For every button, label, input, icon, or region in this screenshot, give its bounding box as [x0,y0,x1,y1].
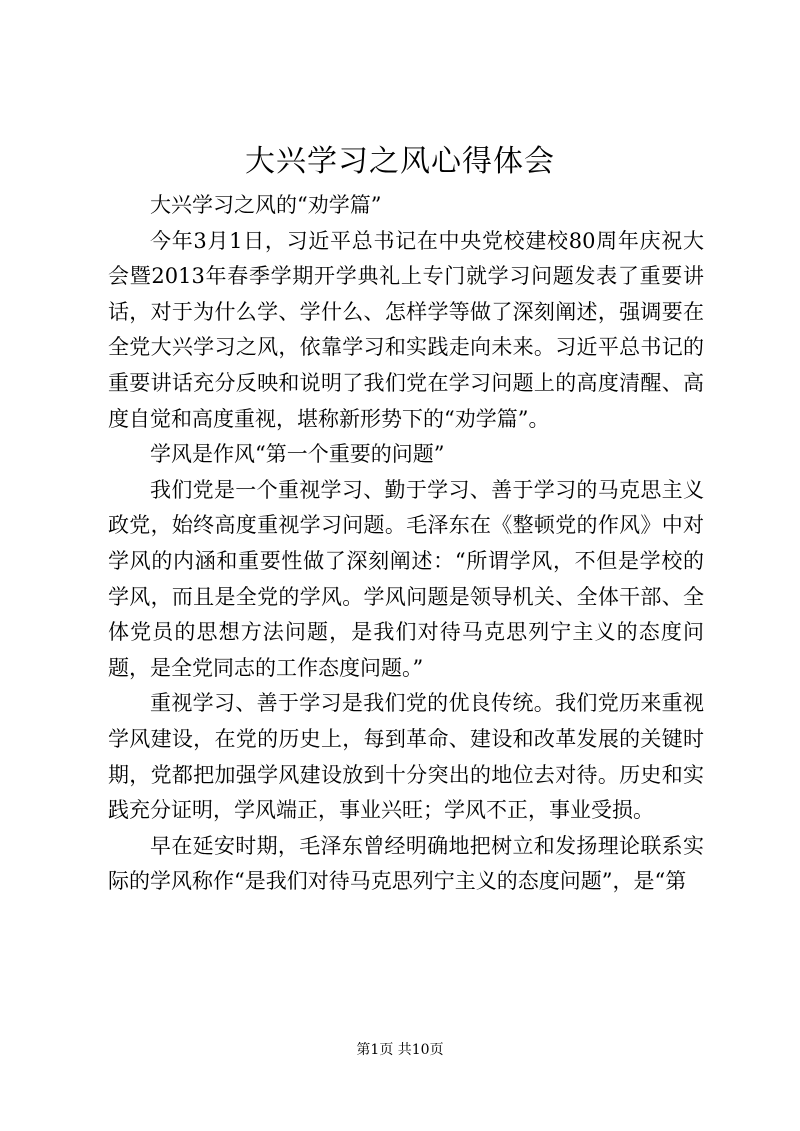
page-number-footer: 第1页 共10页 [356,1042,444,1058]
paragraph: 重视学习、善于学习是我们党的优良传统。我们党历来重视学风建设，在党的历史上，每到革命、建设和改革发展的关键时期，党都把加强学风建设放到十分突出的地位去对待。历史和实践充分证明，学风端正，事业兴旺；学风不正，事业受损。 [108,691,704,823]
section-heading: 大兴学习之风的“劝学篇” [150,193,382,217]
document-body [108,188,704,900]
paragraph: 今年3月1日，习近平总书记在中央党校建校80周年庆祝大会暨2013年春季学期开学典礼上专门就学习问题发表了重要讲话，对于为什么学、学什么、怎样学等做了深刻阐述，强调要在全党大兴学习之风，依靠学习和实践走向未来。习近平总书记的重要讲话充分反映和说明了我们党在学习问题上的高度清醒、高度自觉和高度重视，堪称新形势下的“劝学篇”。 [108,228,704,431]
paragraph: 早在延安时期，毛泽东曾经明确地把树立和发扬理论联系实际的学风称作“是我们对待马克思列宁主义的态度问题”，是“第 [108,833,704,894]
paragraph: 我们党是一个重视学习、勤于学习、善于学习的马克思主义政党，始终高度重视学习问题。毛泽东在《整顿党的作风》中对学风的内涵和重要性做了深刻阐述：“所谓学风，不但是学校的学风，而且是全党的学风。学风问题是领导机关、全体干部、全体党员的思想方法问题，是我们对待马克思列宁主义的态度问题，是全党同志的工作态度问题。” [108,477,704,680]
section-heading: 学风是作风“第一个重要的问题” [150,442,445,467]
page-title: 大兴学习之风心得体会 [245,144,555,179]
